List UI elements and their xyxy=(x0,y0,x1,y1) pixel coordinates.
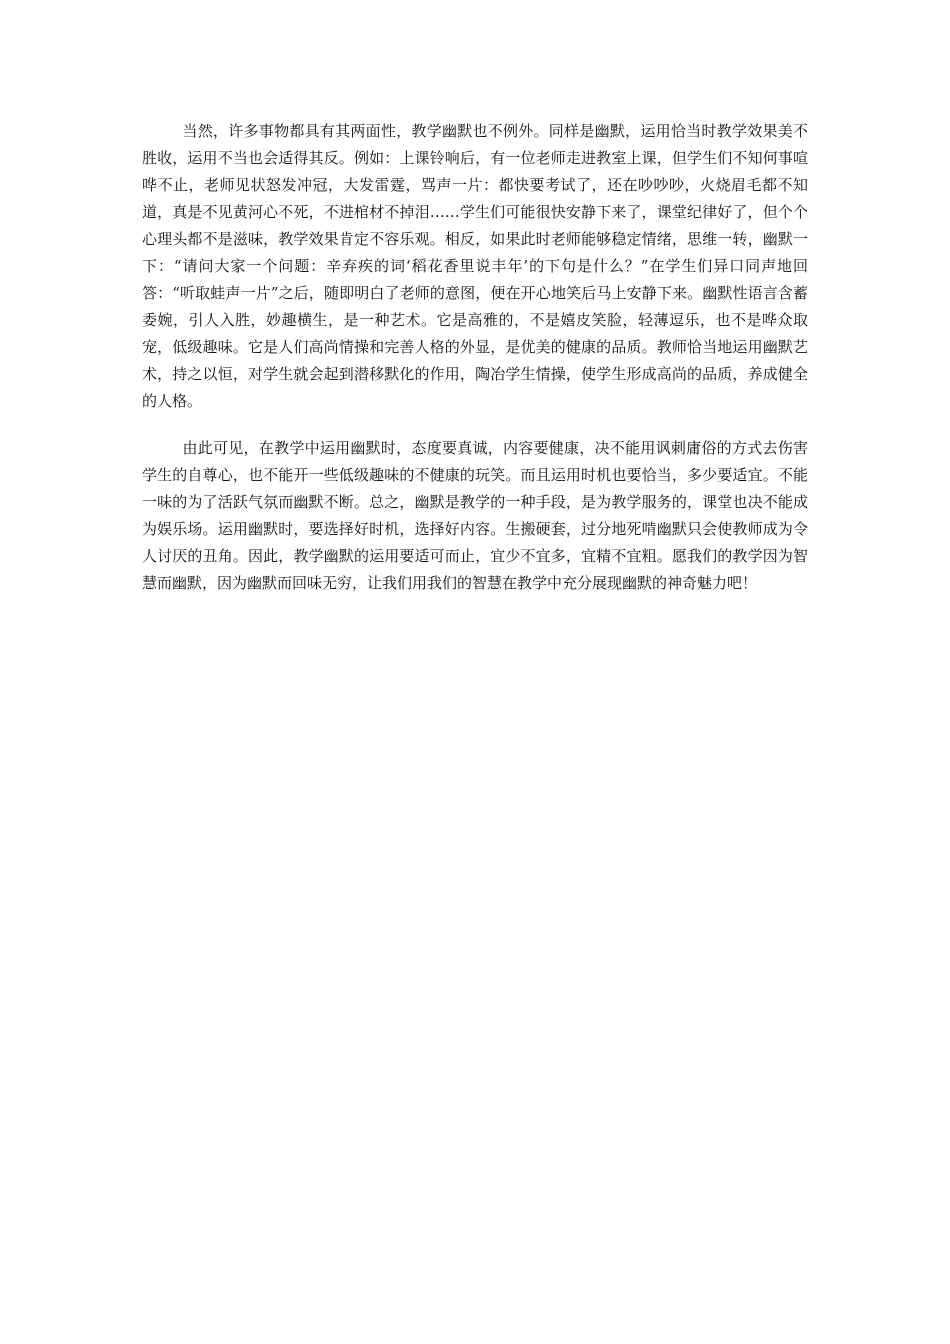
paragraph-humor-two-sides: 当然，许多事物都具有其两面性，教学幽默也不例外。同样是幽默，运用恰当时教学效果美不胜收，运用不当也会适得其反。例如：上课铃响后，有一位老师走进教室上课，但学生们不知何事喧哗不止，老师见状怒发冲冠，大发雷霆，骂声一片：都快要考试了，还在吵吵吵，火烧眉毛都不知道，真是不见黄河心不死，不进棺材不掉泪……学生们可能很快安静下来了，课堂纪律好了，但个个心理头都不是滋味，教学效果肯定不容乐观。相反，如果此时老师能够稳定情绪，思维一转，幽默一下：“请问大家一个问题：辛弃疾的词‘稻花香里说丰年’的下句是什么？”在学生们异口同声地回答：“听取蛙声一片”之后，随即明白了老师的意图，便在开心地笑后马上安静下来。幽默性语言含蓄委婉，引人入胜，妙趣横生，是一种艺术。它是高雅的，不是嬉皮笑脸，轻薄逗乐，也不是哗众取宠，低级趣味。它是人们高尚情操和完善人格的外显，是优美的健康的品质。教师恰当地运用幽默艺术，持之以恒，对学生就会起到潜移默化的作用，陶冶学生情操，使学生形成高尚的品质，养成健全的人格。 xyxy=(142,122,808,410)
paragraph-conclusion: 由此可见，在教学中运用幽默时，态度要真诚，内容要健康，决不能用讽刺庸俗的方式去伤害学生的自尊心，也不能开一些低级趣味的不健康的玩笑。而且运用时机也要恰当，多少要适宜。不能一味的为了活跃气氛而幽默不断。总之，幽默是教学的一种手段，是为教学服务的，课堂也决不能成为娱乐场。运用幽默时，要选择好时机，选择好内容。生搬硬套，过分地死啃幽默只会使教师成为令人讨厌的丑角。因此，教学幽默的运用要适可而止，宜少不宜多，宜精不宜粗。愿我们的教学因为智慧而幽默，因为幽默而回味无穷，让我们用我们的智慧在教学中充分展现幽默的神奇魅力吧！ xyxy=(142,439,808,592)
document-body xyxy=(142,118,808,597)
